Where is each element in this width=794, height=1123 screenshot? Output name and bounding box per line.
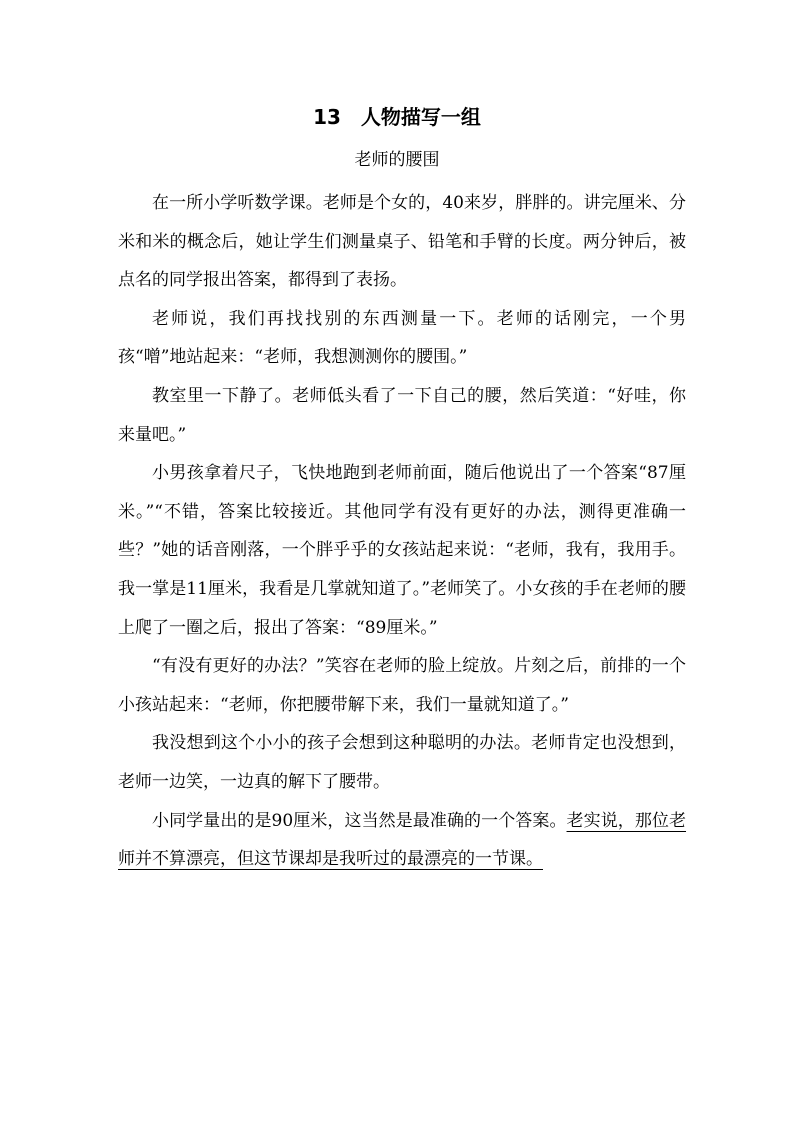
story-title: 老师的腰围 xyxy=(354,150,440,170)
story-body xyxy=(118,184,686,879)
paragraph-4: 小男孩拿着尺子，飞快地跑到老师前面，随后他说出了一个答案“87厘米。”“不错，答案比较接近。其他同学有没有更好的办法，测得更准确一些？”她的话音刚落，一个胖乎乎的女孩站起来说：“老师，我有，我用手。我一掌是11厘米，我看是几掌就知道了。”老师笑了。小女孩的手在老师的腰上爬了一圈之后，报出了答案：“89厘米。” xyxy=(118,463,686,638)
paragraph-3: 教室里一下静了。老师低头看了一下自己的腰，然后笑道：“好哇，你来量吧。” xyxy=(118,385,686,445)
lesson-title: 13 人物描写一组 xyxy=(313,105,481,129)
paragraph-7 xyxy=(118,802,686,879)
paragraph-5: “有没有更好的办法？”笑容在老师的脸上绽放。片刻之后，前排的一个小孩站起来：“老师，你把腰带解下来，我们一量就知道了。” xyxy=(118,656,686,715)
paragraph-1: 在一所小学听数学课。老师是个女的，40来岁，胖胖的。讲完厘米、分米和米的概念后，她让学生们测量桌子、铅笔和手臂的长度。两分钟后，被点名的同学报出答案，都得到了表扬。 xyxy=(118,193,686,291)
paragraph-2: 老师说，我们再找找别的东西测量一下。老师的话刚完，一个男孩“噌”地站起来：“老师，我想测测你的腰围。” xyxy=(118,308,686,368)
paragraph-6: 我没想到这个小小的孩子会想到这种聪明的办法。老师肯定也没想到，老师一边笑，一边真的解下了腰带。 xyxy=(118,733,686,792)
paragraph-7-text: 小同学量出的是90厘米，这当然是最准确的一个答案。 xyxy=(152,810,567,831)
underlined-sentence: 老实说，那位老师并不算漂亮，但这节课却是我听过的最漂亮的一节课。 xyxy=(118,810,687,870)
